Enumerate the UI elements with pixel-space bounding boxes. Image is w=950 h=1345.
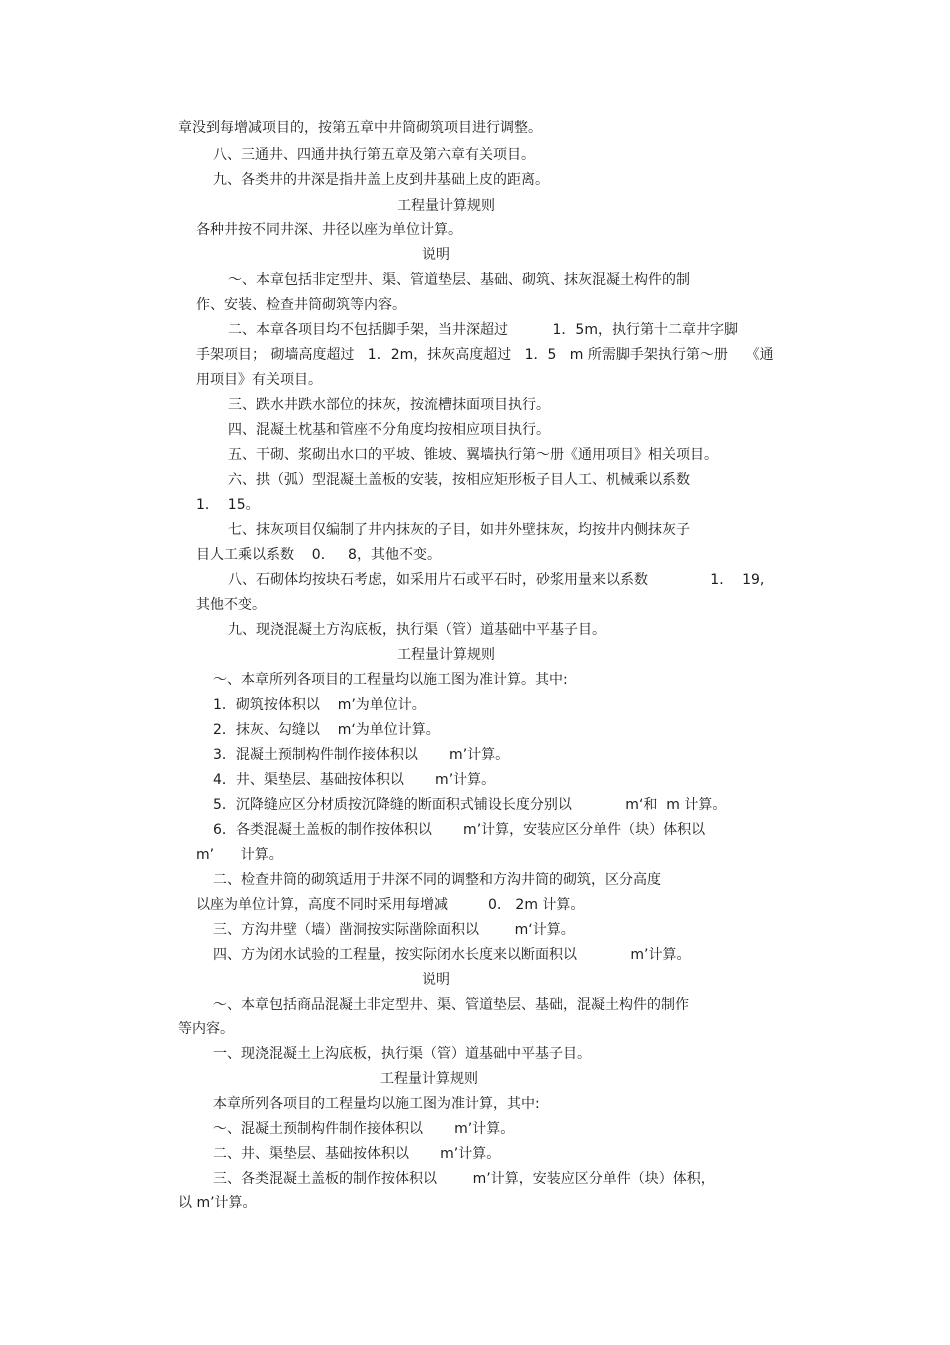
text-line: 2．抹灰、勾缝以 m‘为单位计算。 — [213, 722, 440, 738]
text-line: 三、各类混凝土盖板的制作按体积以 m’计算，安装应区分单件（块）体积， — [213, 1171, 715, 1187]
text-line: 4．井、渠垫层、基础按体积以 m’计算。 — [213, 772, 496, 788]
text-line: 九、各类井的井深是指井盖上皮到井基础上皮的距离。 — [213, 172, 549, 188]
text-line: 目人工乘以系数 0． 8，其他不变。 — [196, 547, 441, 563]
text-line: 八、三通井、四通井执行第五章及第六章有关项目。 — [213, 147, 535, 163]
text-line: 1．砌筑按体积以 m’为单位计。 — [213, 697, 426, 713]
text-line: 一、现浇混凝土上沟底板，执行渠（管）道基础中平基子目。 — [213, 1046, 591, 1062]
text-line: 三、方沟井壁（墙）凿洞按实际凿除面积以 m‘计算。 — [213, 922, 575, 938]
section-heading: 工程量计算规则 — [397, 198, 495, 214]
text-line: 二、检查井筒的砌筑适用于井深不同的调整和方沟井筒的砌筑，区分高度 — [213, 872, 661, 888]
text-line: 以 m’计算。 — [178, 1195, 257, 1211]
text-line: 章没到每增减项目的，按第五章中井筒砌筑项目进行调整。 — [178, 120, 542, 136]
text-line: 本章所列各项目的工程量均以施工图为准计算，其中: — [213, 1096, 540, 1112]
text-line: m’ 计算。 — [196, 847, 283, 863]
text-line: 五、干砌、浆砌出水口的平坡、锥坡、翼墙执行第〜册《通用项目》相关项目。 — [228, 447, 718, 463]
text-line: 各种井按不同井深、井径以座为单位计算。 — [196, 222, 462, 238]
section-heading: 说明 — [422, 972, 450, 988]
text-line: 四、混凝土枕基和管座不分角度均按相应项目执行。 — [228, 422, 550, 438]
text-line: 〜、本章包括非定型井、渠、管道垫层、基础、砌筑、抹灰混凝土构件的制 — [228, 272, 690, 288]
text-line: 六、拱（弧）型混凝土盖板的安装，按相应矩形板子目人工、机械乘以系数 — [228, 472, 690, 488]
text-line: 九、现浇混凝土方沟底板，执行渠（管）道基础中平基子目。 — [228, 622, 606, 638]
text-line: 手架项目； 砌墙高度超过 1．2m，抹灰高度超过 1．5 m 所需脚手架执行第〜册 《通 — [196, 347, 774, 363]
text-line: 作、安装、检查井筒砌筑等内容。 — [196, 297, 406, 313]
text-line: 其他不变。 — [196, 597, 266, 613]
section-heading: 工程量计算规则 — [397, 647, 495, 663]
text-line: 等内容。 — [178, 1021, 234, 1037]
text-line: 5．沉降缝应区分材质按沉降缝的断面积式铺设长度分别以 m‘和 m 计算。 — [213, 797, 727, 813]
text-line: 1． 15。 — [196, 497, 260, 513]
section-heading: 说明 — [422, 247, 450, 263]
text-line: 二、本章各项目均不包括脚手架，当井深超过 1．5m，执行第十二章井字脚 — [228, 322, 738, 338]
text-line: 3．混凝土预制构件制作接体积以 m’计算。 — [213, 747, 510, 763]
section-heading: 工程量计算规则 — [380, 1071, 478, 1087]
text-line: 用项目》有关项目。 — [196, 372, 322, 388]
text-line: 〜、混凝土预制构件制作接体积以 m’计算。 — [213, 1121, 515, 1137]
text-line: 三、跌水井跌水部位的抹灰，按流槽抹面项目执行。 — [228, 397, 550, 413]
text-line: 二、井、渠垫层、基础按体积以 m’计算。 — [213, 1146, 501, 1162]
text-line: 四、方为闭水试验的工程量，按实际闭水长度来以断面积以 m’计算。 — [213, 947, 691, 963]
text-line: 八、石砌体均按块石考虑，如采用片石或平石时，砂浆用量来以系数 1． 19, — [228, 572, 765, 588]
text-line: 七、抹灰项目仅编制了井内抹灰的子目，如井外壁抹灰，均按井内侧抹灰子 — [228, 522, 690, 538]
text-line: 以座为单位计算，高度不同时采用每增减 0． 2m 计算。 — [196, 897, 585, 913]
text-line: 〜、本章包括商品混凝土非定型井、渠、管道垫层、基础，混凝土构件的制作 — [213, 997, 689, 1013]
text-line: 6．各类混凝土盖板的制作按体积以 m’计算，安装应区分单件（块）体积以 — [213, 822, 706, 838]
text-line: 〜、本章所列各项目的工程量均以施工图为准计算。其中: — [213, 672, 568, 688]
